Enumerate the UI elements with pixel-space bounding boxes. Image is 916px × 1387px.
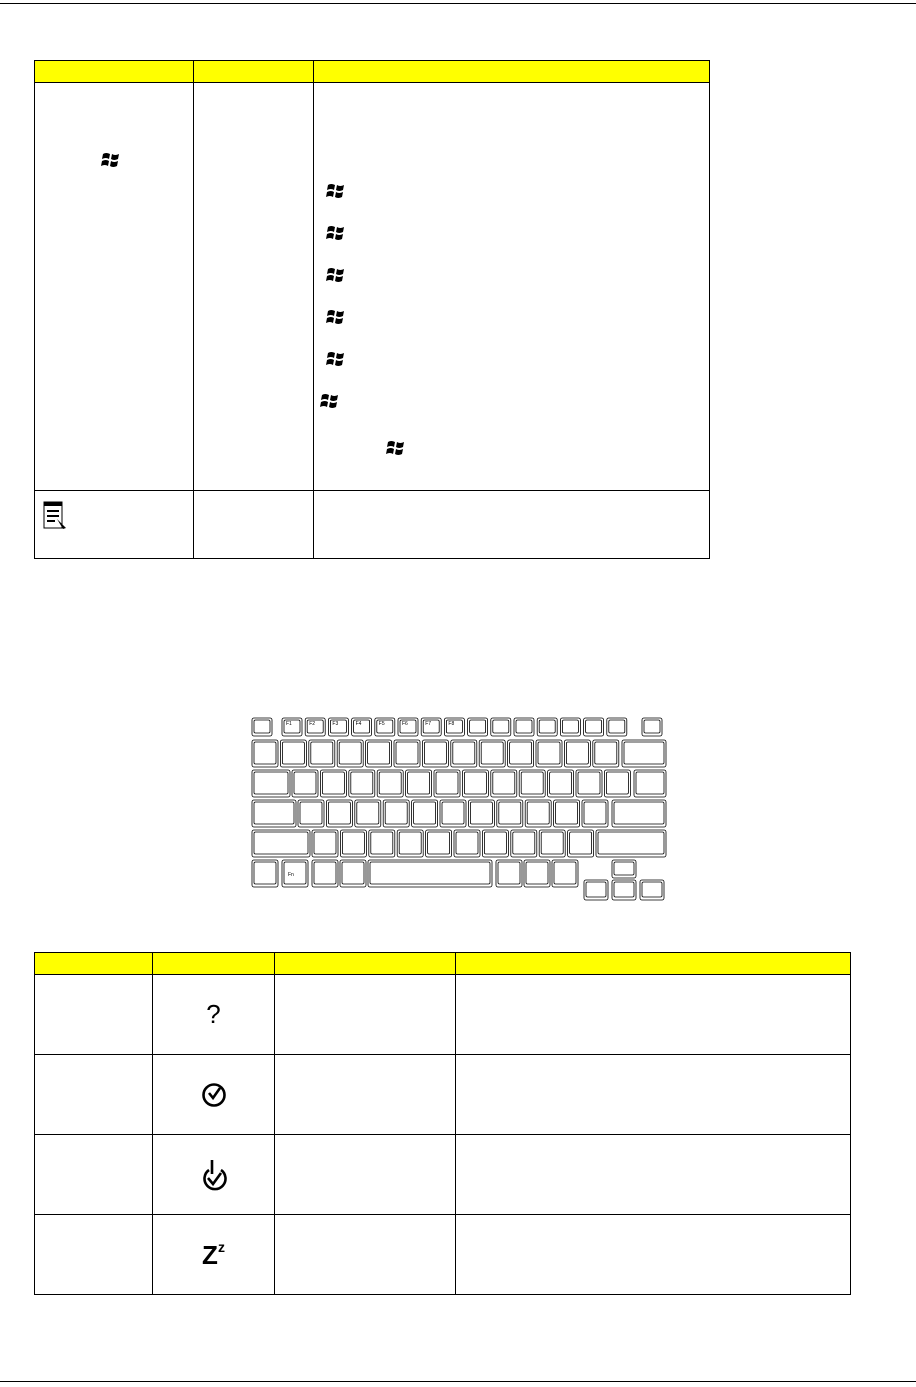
keyboard-key	[440, 800, 466, 827]
keyboard-key-top	[442, 802, 464, 824]
table2-row3-icon-cell	[153, 1135, 275, 1215]
table2-row1-icon-cell	[153, 975, 275, 1055]
keyboard-key-top	[562, 720, 578, 733]
power-check-icon	[201, 1158, 227, 1192]
keyboard-key-top	[385, 802, 407, 824]
table2-row4-hotkey	[35, 1215, 153, 1295]
table2-header-hotkey	[35, 953, 153, 975]
windows-logo-icon	[326, 308, 346, 326]
keyboard-key-top	[636, 772, 664, 794]
table2-row2-function	[275, 1055, 456, 1135]
keyboard-key-top	[578, 772, 600, 794]
windows-logo-icon	[326, 266, 346, 284]
keyboard-key-top	[614, 862, 634, 875]
keyboard-key-top	[521, 772, 543, 794]
keyboard-key	[497, 800, 523, 827]
keyboard-key	[491, 770, 517, 797]
keyboard-key-label-f2: F2	[309, 721, 316, 727]
table-row	[35, 1215, 851, 1295]
keyboard-key-top	[584, 802, 606, 824]
keyboard-key-caps	[252, 800, 296, 827]
windows-logo-icon	[326, 224, 346, 242]
windows-logo-icon	[326, 350, 346, 368]
windows-logo-icon	[386, 439, 406, 457]
keyboard-key	[406, 770, 432, 797]
keyboard-key-left-shift	[252, 830, 310, 857]
keyboard-key	[312, 830, 338, 857]
keyboard-key-top	[282, 742, 304, 764]
keyboard-key-label-f4: F4	[355, 721, 362, 727]
sleep-icon-small-z: z	[217, 1238, 225, 1255]
keyboard-key-label-f1: F1	[286, 721, 292, 727]
keyboard-key-windows	[312, 860, 338, 887]
keyboard-key-top	[408, 772, 430, 794]
sleep-icon-big-z: Z	[202, 1239, 218, 1270]
keyboard-key	[479, 740, 505, 767]
table2-row4-icon-cell	[153, 1215, 275, 1295]
keyboard-key	[326, 800, 352, 827]
keyboard-key	[451, 740, 477, 767]
table2-row4-function	[275, 1215, 456, 1295]
keyboard-key-top	[322, 772, 344, 794]
keyboard-key-top	[556, 802, 578, 824]
keyboard-key-top	[609, 720, 625, 733]
keyboard-key-top	[526, 862, 548, 884]
keyboard-key	[383, 800, 409, 827]
keyboard-key-top	[493, 720, 509, 733]
keyboard-key-top	[598, 832, 664, 854]
keyboard-key	[366, 740, 392, 767]
keyboard-key	[548, 770, 574, 797]
table1-row1-description-cell	[314, 83, 710, 491]
sleep-icon	[202, 1240, 225, 1270]
table-row	[35, 975, 851, 1055]
keyboard-key-backspace	[622, 740, 666, 767]
keyboard-key-top	[428, 832, 450, 854]
keyboard-key-top	[481, 742, 503, 764]
windows-logo-icon	[101, 151, 121, 169]
table2-row4-description	[456, 1215, 851, 1295]
keyboard-key	[394, 740, 420, 767]
table1-header-icon	[194, 61, 314, 83]
keyboard-key-top	[470, 720, 486, 733]
keyboard-key-top	[314, 832, 336, 854]
table2-row3-function	[275, 1135, 456, 1215]
keyboard-key-top	[254, 832, 308, 854]
keyboard-key-top	[294, 772, 316, 794]
keyboard-key	[355, 800, 381, 827]
keyboard-key-top	[414, 802, 436, 824]
keyboard-key	[576, 770, 602, 797]
keyboard-key-ctrl	[252, 860, 278, 887]
table1-row1-icon-cell	[194, 83, 314, 491]
keyboard-key	[454, 830, 480, 857]
keyboard-key-top	[254, 802, 294, 824]
keyboard-key-top	[371, 832, 393, 854]
keyboard-key-top	[614, 802, 664, 824]
keyboard-key-top	[510, 742, 532, 764]
keyboard-key-label-f8: F8	[448, 721, 455, 727]
keyboard-key-top	[368, 742, 390, 764]
table2-row1-function	[275, 975, 456, 1055]
keyboard-key-top	[541, 832, 563, 854]
table1-row1-key-cell	[35, 83, 194, 491]
keyboard-key-top	[484, 832, 506, 854]
table2-header-description	[456, 953, 851, 975]
keyboard-key-alt-gr	[496, 860, 522, 887]
keyboard-key-top	[642, 882, 662, 897]
keyboard-key	[298, 800, 324, 827]
keyboard-layout-illustration	[250, 716, 668, 903]
keyboard-key-space	[368, 860, 492, 887]
keyboard-key-top	[606, 772, 628, 794]
keyboard-key-top	[254, 742, 276, 764]
table1-row2-description-cell	[314, 491, 710, 559]
keyboard-key-top	[300, 802, 322, 824]
keyboard-key-top	[357, 802, 379, 824]
keyboard-key-right-shift	[596, 830, 666, 857]
keyboard-key	[340, 830, 366, 857]
keyboard-key	[309, 740, 335, 767]
keyboard-key-top	[339, 742, 361, 764]
keyboard-key	[462, 770, 488, 797]
table2-row2-icon-cell	[153, 1055, 275, 1135]
keyboard-key-top	[436, 772, 458, 794]
keyboard-key-top	[498, 862, 520, 884]
keyboard-key	[582, 800, 608, 827]
keyboard-key-top	[566, 742, 588, 764]
table1-header-row	[35, 61, 710, 83]
keyboard-key	[554, 800, 580, 827]
page-bottom-rule	[0, 1381, 916, 1382]
keyboard-key-top	[538, 742, 560, 764]
keyboard-key-top	[527, 802, 549, 824]
keyboard-key-top	[570, 832, 592, 854]
table2-row1-hotkey	[35, 975, 153, 1055]
keyboard-key	[369, 830, 395, 857]
keyboard-key	[292, 770, 318, 797]
table1-header-description	[314, 61, 710, 83]
keyboard-key-menu	[524, 860, 550, 887]
keyboard-key-top	[586, 720, 602, 733]
keyboard-key	[564, 740, 590, 767]
table2-row3-hotkey	[35, 1135, 153, 1215]
keyboard-key-top	[516, 720, 532, 733]
keyboard-key	[426, 830, 452, 857]
table2-header-function	[275, 953, 456, 975]
keyboard-key-top	[396, 742, 418, 764]
keyboard-key-top	[499, 802, 521, 824]
keyboard-key-top	[254, 720, 270, 733]
keyboard-key	[252, 740, 278, 767]
keyboard-key-top	[513, 832, 535, 854]
keyboard-key-top	[314, 862, 336, 884]
keyboard-key-top	[254, 772, 288, 794]
keyboard-key-fn	[282, 860, 308, 887]
keyboard-key	[468, 800, 494, 827]
keyboard-key-top	[399, 832, 421, 854]
keyboard-key-top	[554, 862, 576, 884]
keyboard-key-top	[470, 802, 492, 824]
table1-row2-icon-cell	[194, 491, 314, 559]
keyboard-key	[604, 770, 630, 797]
keyboard-key-top	[624, 742, 664, 764]
table1-row2-key-cell	[35, 491, 194, 559]
keyboard-key	[539, 830, 565, 857]
table2-row2-description	[456, 1055, 851, 1135]
keyboard-key-label-fn: Fn	[288, 872, 294, 878]
keyboard-key	[536, 740, 562, 767]
table-row	[35, 1135, 851, 1215]
keyboard-key-label-f6: F6	[402, 721, 408, 727]
keyboard-key-top	[453, 742, 475, 764]
keyboard-key-top	[595, 742, 617, 764]
keyboard-key	[519, 770, 545, 797]
application-menu-icon	[43, 501, 67, 531]
table1-header-key	[35, 61, 194, 83]
keyboard-key-top	[493, 772, 515, 794]
keyboard-key-top	[379, 772, 401, 794]
table2-header-icon	[153, 953, 275, 975]
keyboard-key-top	[464, 772, 486, 794]
keyboard-key-top	[351, 772, 373, 794]
keyboard-key	[593, 740, 619, 767]
keyboard-key-top	[311, 742, 333, 764]
clock-icon	[201, 1082, 227, 1108]
keyboard-key-label-f7: F7	[425, 721, 432, 727]
table2-row2-hotkey	[35, 1055, 153, 1135]
keyboard-key	[320, 770, 346, 797]
keyboard-key-top	[539, 720, 555, 733]
keyboard-key	[508, 740, 534, 767]
keyboard-key-top	[586, 882, 606, 897]
keyboard-key-backslash	[634, 770, 666, 797]
keyboard-key-top	[614, 882, 634, 897]
keyboard-key	[377, 770, 403, 797]
keyboard-key-top	[254, 862, 276, 884]
keyboard-key	[397, 830, 423, 857]
table-row	[35, 491, 710, 559]
keyboard-key-tab	[252, 770, 290, 797]
keyboard-key-top	[370, 862, 490, 884]
keyboard-key	[434, 770, 460, 797]
keyboard-key	[511, 830, 537, 857]
keyboard-key-top	[456, 832, 478, 854]
windows-logo-icon	[326, 182, 346, 200]
keyboard-key-alt	[340, 860, 366, 887]
keyboard-key-top	[550, 772, 572, 794]
keyboard-key	[568, 830, 594, 857]
keyboard-key-top	[424, 742, 446, 764]
page-top-rule	[0, 3, 916, 4]
hotkeys-table	[34, 952, 851, 1295]
keyboard-key-top	[644, 720, 660, 733]
keyboard-key	[337, 740, 363, 767]
keyboard-key-ctrl-right	[552, 860, 578, 887]
table2-row1-description	[456, 975, 851, 1055]
keyboard-key	[482, 830, 508, 857]
table-row	[35, 1055, 851, 1135]
keyboard-key-top	[342, 832, 364, 854]
keyboard-key	[525, 800, 551, 827]
table-row	[35, 83, 710, 491]
keyboard-key-label-f5: F5	[378, 721, 385, 727]
help-icon: ?	[206, 999, 221, 1029]
keyboard-key	[422, 740, 448, 767]
keyboard-key	[349, 770, 375, 797]
keyboard-key-top	[342, 862, 364, 884]
windows-keys-table	[34, 60, 710, 559]
table2-header-row	[35, 953, 851, 975]
keyboard-key-enter	[612, 800, 666, 827]
keyboard-key-top	[328, 802, 350, 824]
keyboard-key	[412, 800, 438, 827]
keyboard-key-label-f3: F3	[332, 721, 339, 727]
table2-row3-description	[456, 1135, 851, 1215]
keyboard-key	[280, 740, 306, 767]
windows-logo-icon	[320, 392, 340, 410]
